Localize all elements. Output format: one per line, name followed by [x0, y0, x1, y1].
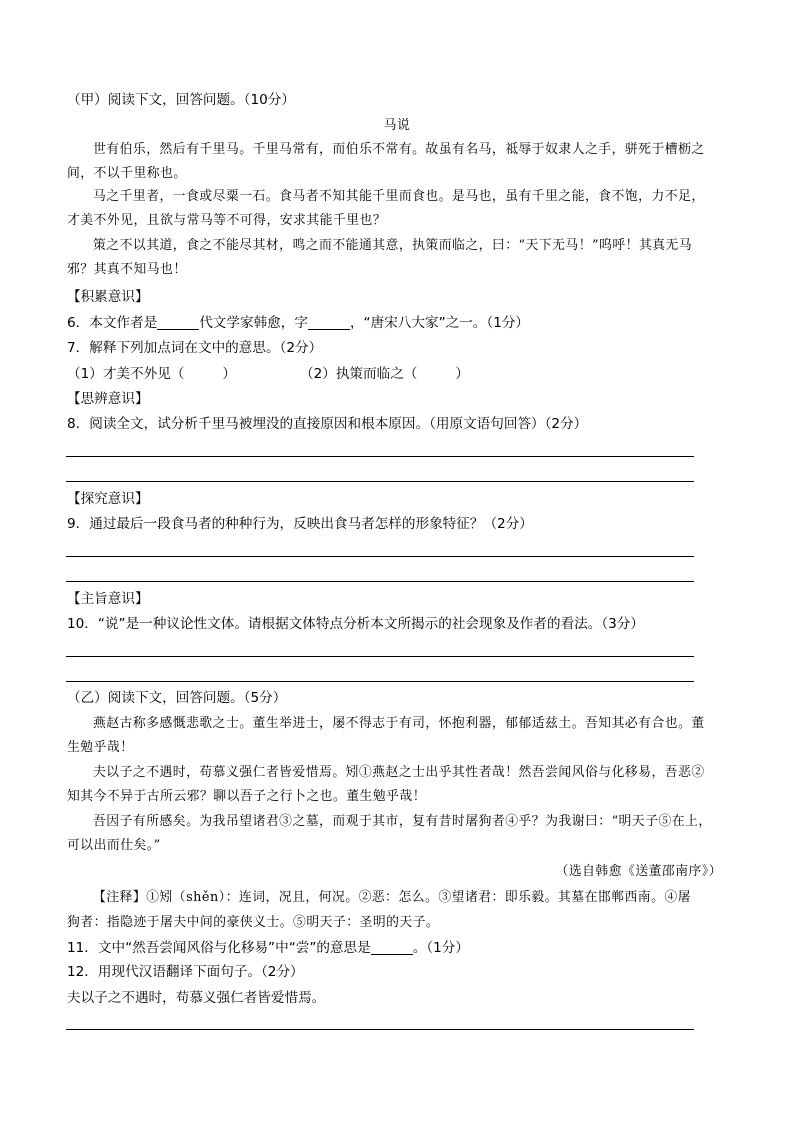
passage-a-line: 马之千里者，一食或尽粟一石。食马者不知其能千里而食也。是马也，虽有千里之能，食不饱，力不足， [93, 189, 705, 204]
annotation-line: 【注释】①矧（shěn）：连词，况且，何况。②恶：怎么。③望诸君：即乐毅。其墓在邯郸西南。④屠 [93, 890, 691, 905]
question-7: 7．解释下列加点词在文中的意思。（2分） [67, 340, 323, 356]
question-10: 10．“说”是一种议论性文体。请根据文体特点分析本文所揭示的社会现象及作者的看法。（3分） [67, 616, 644, 632]
answer-blank[interactable] [308, 315, 350, 330]
section-heading: 【思辨意识】 [67, 391, 149, 407]
question-9: 9．通过最后一段食马者的种种行为，反映出食马者怎样的形象特征？（2分） [67, 516, 533, 532]
answer-blank[interactable] [157, 315, 199, 330]
section-heading: 【积累意识】 [67, 289, 149, 305]
annotation-line: 狗者：指隐迹于屠夫中间的豪侠义士。⑤明天子：圣明的天子。 [67, 915, 440, 930]
paren-close: ） [455, 366, 469, 382]
part-a-heading: （甲）阅读下文，回答问题。（10分） [67, 92, 295, 108]
answer-line[interactable] [66, 456, 694, 457]
passage-b-line: 知其今不异于古所云邪？聊以吾子之行卜之也。董生勉乎哉！ [67, 789, 427, 804]
question-6 [67, 313, 529, 333]
q7-item-2: （2）执策而临之（ [300, 366, 418, 382]
q6-text: 代文学家韩愈，字 [199, 315, 308, 331]
passage-a-line: 策之不以其道，食之不能尽其材，鸣之而不能通其意，执策而临之，曰：“天下无马！”呜呼！其真无马 [93, 238, 693, 253]
passage-a-line: 才美不外见，且欲与常马等不可得，安求其能千里也？ [67, 213, 387, 228]
passage-title: 马说 [383, 118, 411, 133]
q11-text: 11．文中“然吾尝闻风俗与化移易”中“尝”的意思是 [67, 940, 371, 956]
question-7-items [67, 364, 469, 384]
q6-text: 6．本文作者是 [67, 315, 158, 331]
answer-blank[interactable] [371, 940, 413, 955]
paren-close: ） [222, 366, 236, 382]
passage-a-line: 间，不以千里称也。 [67, 166, 187, 181]
question-12-sentence: 夫以子之不遇时，苟慕义强仁者皆爱惜焉。 [67, 990, 326, 1006]
answer-line[interactable] [66, 581, 694, 582]
passage-b-line: 生勉乎哉！ [67, 740, 134, 755]
q11-text: 。（1分） [412, 940, 469, 956]
passage-a-line: 邪？其真不知马也！ [67, 262, 187, 277]
question-12: 12．用现代汉语翻译下面句子。（2分） [67, 964, 304, 980]
passage-b-line: 吾因子有所感矣。为我吊望诸君③之墓，而观于其市，复有昔时屠狗者④乎？为我谢曰：“明天子⑤在上， [93, 814, 712, 829]
part-b-heading: （乙）阅读下文，回答问题。（5分） [67, 690, 287, 706]
passage-b-line: 夫以子之不遇时，苟慕义强仁者皆爱惜焉。矧①燕赵之士出乎其性者哉！然吾尝闻风俗与化移易，吾恶② [93, 765, 705, 780]
answer-line[interactable] [66, 681, 694, 682]
passage-a-line: 世有伯乐，然后有千里马。千里马常有，而伯乐不常有。故虽有名马，祗辱于奴隶人之手，骈死于槽枥之 [93, 142, 705, 157]
passage-b-line: 燕赵古称多感慨悲歌之士。董生举进士，屡不得志于有司，怀抱利器，郁郁适兹土。吾知其必有合也。董 [93, 716, 705, 731]
answer-line[interactable] [66, 481, 694, 482]
q7-item-1: （1）才美不外见（ [67, 366, 185, 382]
question-8: 8．阅读全文，试分析千里马被埋没的直接原因和根本原因。（用原文语句回答）（2分） [67, 416, 588, 432]
q6-text: ，“唐宋八大家”之一。（1分） [349, 315, 530, 331]
question-11 [67, 938, 469, 958]
answer-line[interactable] [66, 656, 694, 657]
answer-line[interactable] [66, 556, 694, 557]
passage-source: （选自韩愈《送董邵南序》） [555, 864, 722, 879]
answer-line[interactable] [66, 1029, 694, 1030]
passage-b-line: 可以出而仕矣。” [67, 838, 161, 853]
section-heading: 【探究意识】 [67, 491, 149, 507]
section-heading: 【主旨意识】 [67, 591, 149, 607]
